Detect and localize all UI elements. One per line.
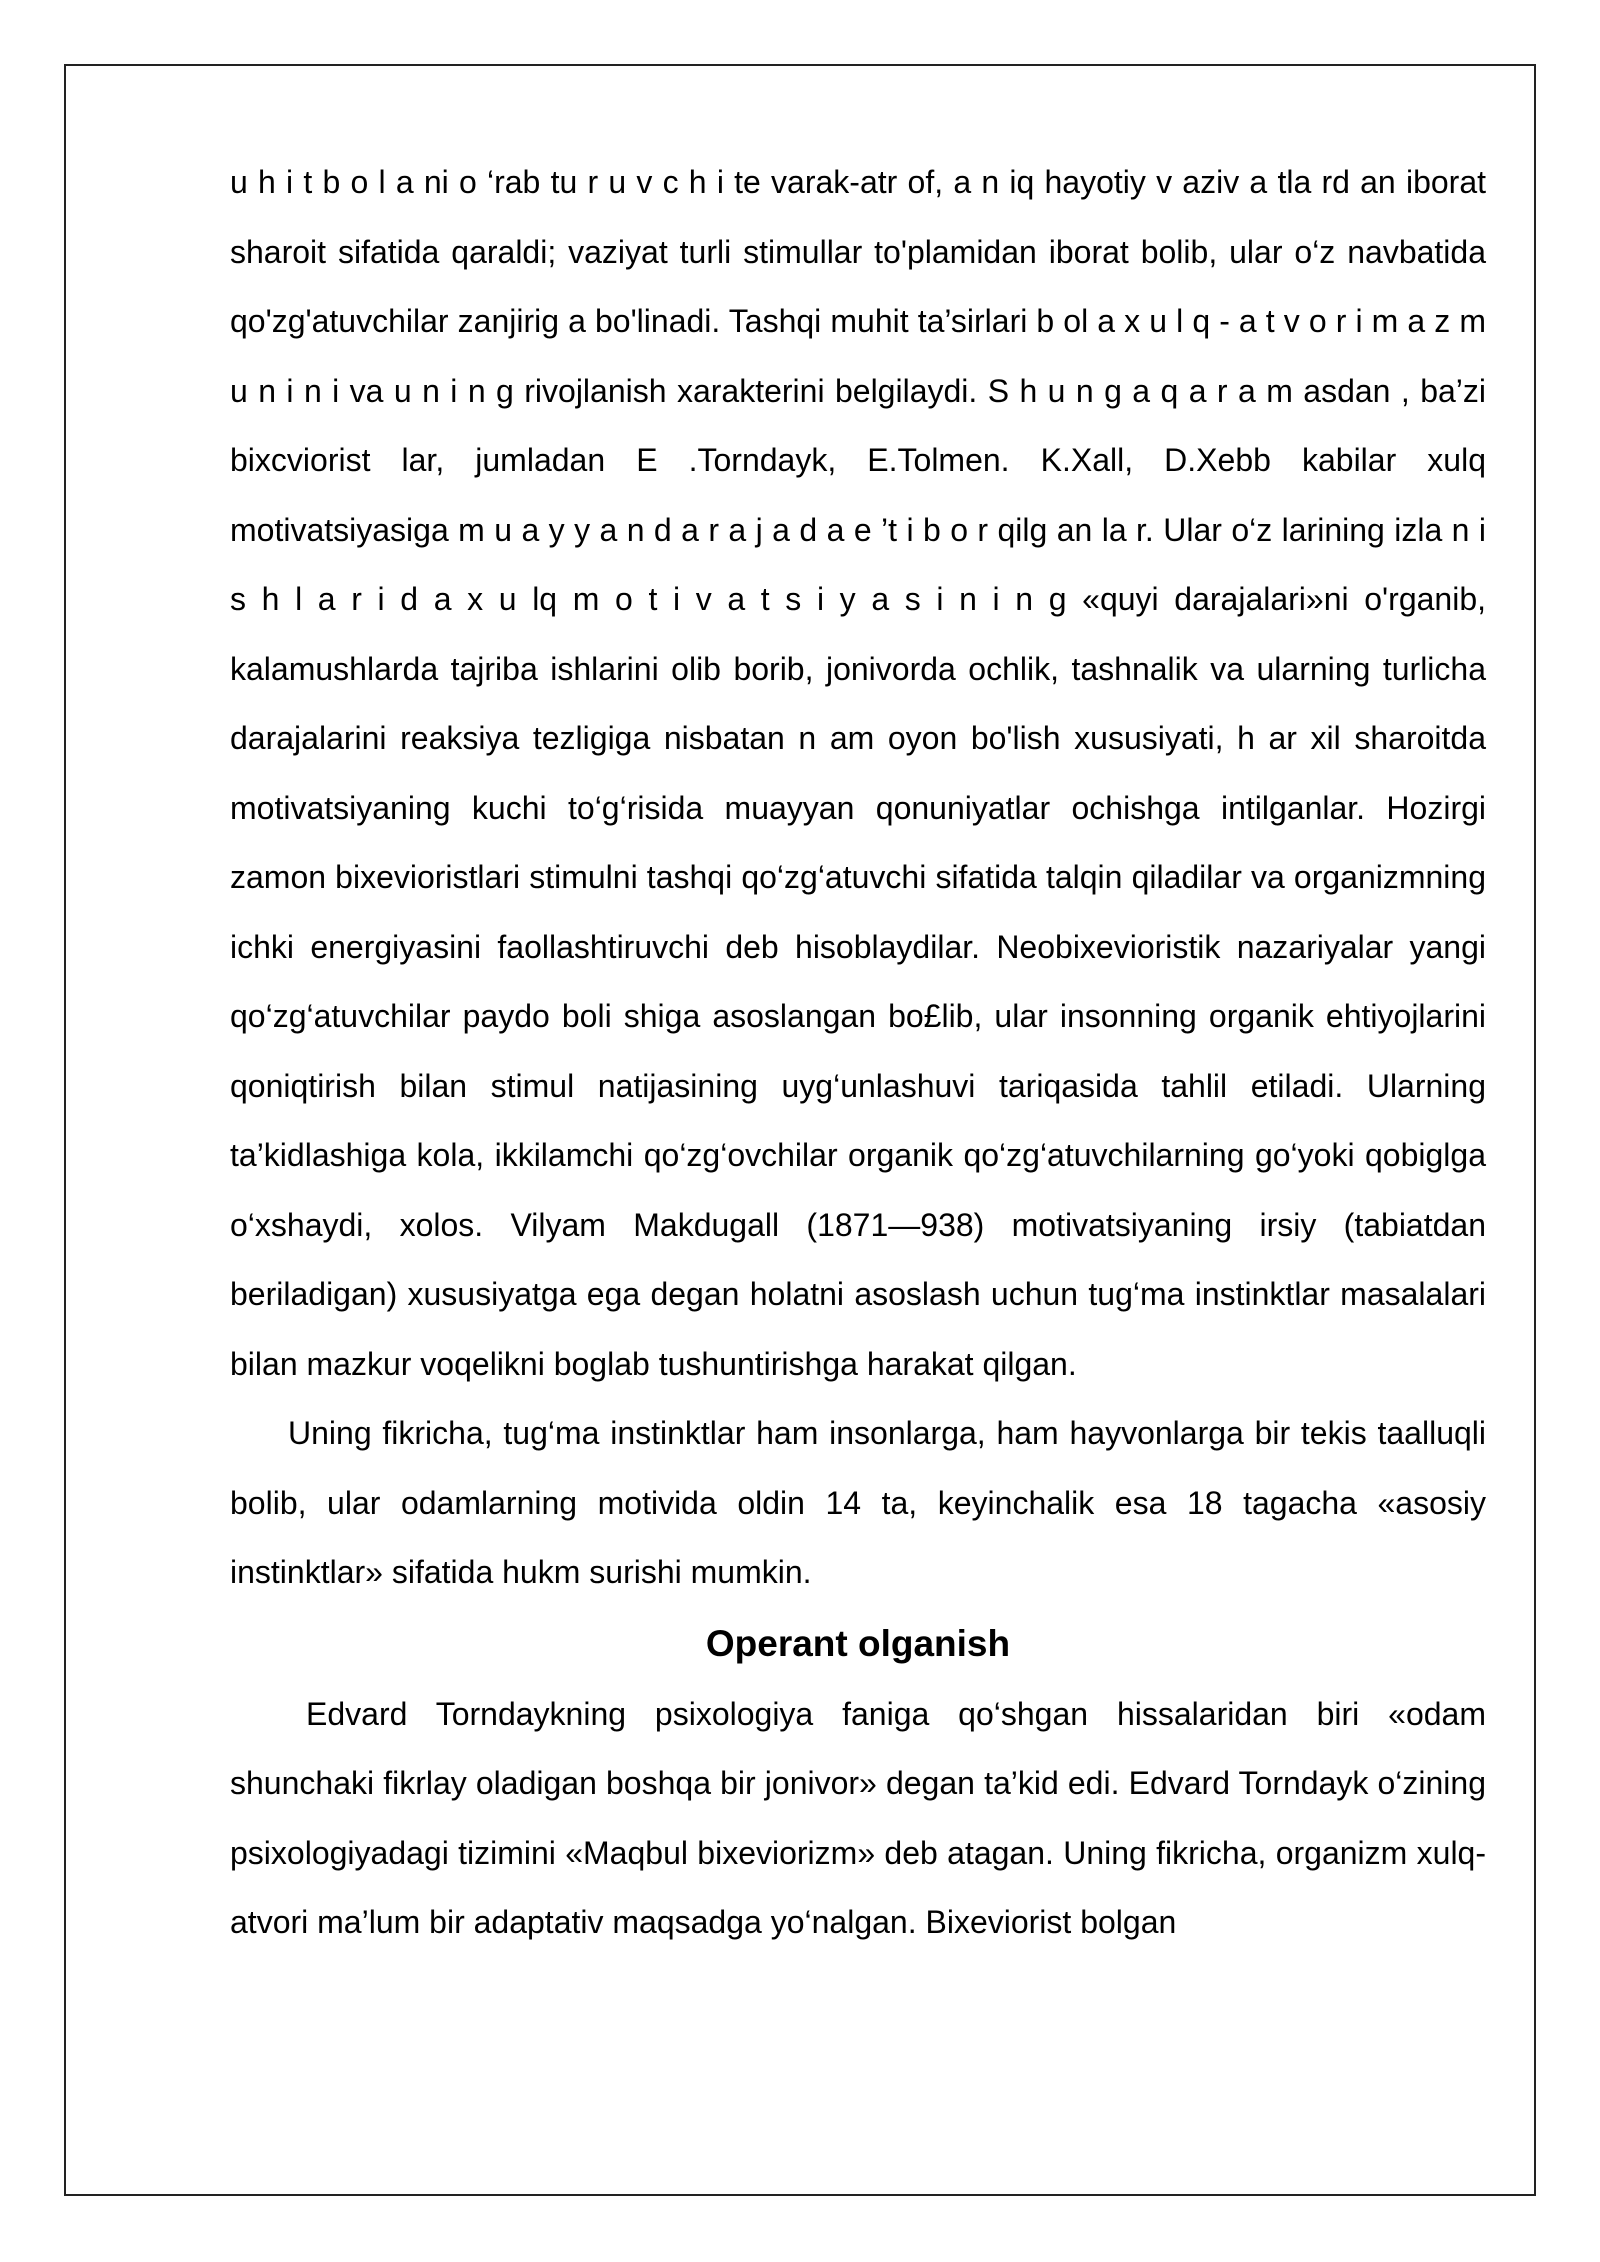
paragraph: u h i t b o l a ni o ‘rab tu r u v c h i te varak-atr of, a n iq hayotiy v aziv a tla rd an iborat sharoit sifatida qaraldi; vaziyat turli stimullar to'plamidan iborat bolib, ular o‘z navbatida qo'zg'atuvchilar zanjirig a bo'linadi. Tashqi muhit ta’sirlari b ol a x u l q - a t v o r i m a z m u n i n i va u n i n g rivojlanish xarakterini belgilaydi. S h u n g a q a r a m asdan , ba’zi bixcviorist lar, jumladan E .Torndayk, E.Tolmen. K.Xall, D.Xebb kabilar xulq motivatsiyasiga m u a y y a n d a r a j a d a e ’t i b o r qilg an la r. Ular o‘z larining izla n i s h l a r i d a x u lq m o t i v a t s i y a s i n i n g «quyi darajalari»ni o'rganib, kalamushlarda tajriba ishlarini olib borib, jonivorda ochlik, tashnalik va ularning turlicha darajalarini reaksiya tezligiga nisbatan n am oyon bo'lish xususiyati, h ar xil sharoitda motivatsiyaning kuchi to‘g‘risida muayyan qonuniyatlar ochishga intilganlar. Hozirgi zamon bixevioristlari stimulni tashqi qo‘zg‘atuvchi sifatida talqin qiladilar va organizmning ichki energiyasini faollashtiruvchi deb hisoblaydilar. Neobixevioristik nazariyalar yangi qo‘zg‘atuvchilar paydo boli shiga asoslangan bo£lib, ular insonning organik ehtiyojlarini qoniqtirish bilan stimul natijasining uyg‘unlashuvi tariqasida tahlil etiladi. Ularning ta’kidlashiga kola, ikkilamchi qo‘zg‘ovchilar organik qo‘zg‘atuvchilarning go‘yoki qobiglga o‘xshaydi, xolos. Vilyam Makdugall (1871—938) motivatsiyaning irsiy (tabiatdan beriladigan) xususiyatga ega degan holatni asoslash uchun tug‘ma instinktlar masalalari bilan mazkur voqelikni boglab tushuntirishga harakat qilgan.	[230, 164, 1486, 1382]
paragraph: Uning fikricha, tug‘ma instinktlar ham insonlarga, ham hayvonlarga bir tekis taalluqli bolib, ular odamlarning motivida oldin 14 ta, keyinchalik esa 18 tagacha «asosiy instinktlar» sifatida hukm surishi mumkin.	[230, 1415, 1486, 1590]
paragraph: Edvard Torndaykning psixologiya faniga qo‘shgan hissalaridan biri «odam shunchaki fikrlay oladigan boshqa bir jonivor» degan ta’kid edi. Edvard Torndayk o‘zining psixologiyadagi tizimini «Maqbul bixeviorizm» deb atagan. Uning fikricha, organizm xulq-atvori ma’lum bir adaptativ maqsadga yo‘nalgan. Bixeviorist bolgan	[230, 1695, 1486, 1940]
section-heading: Operant olganish	[705, 1622, 1011, 1664]
document-body	[230, 148, 1486, 1958]
